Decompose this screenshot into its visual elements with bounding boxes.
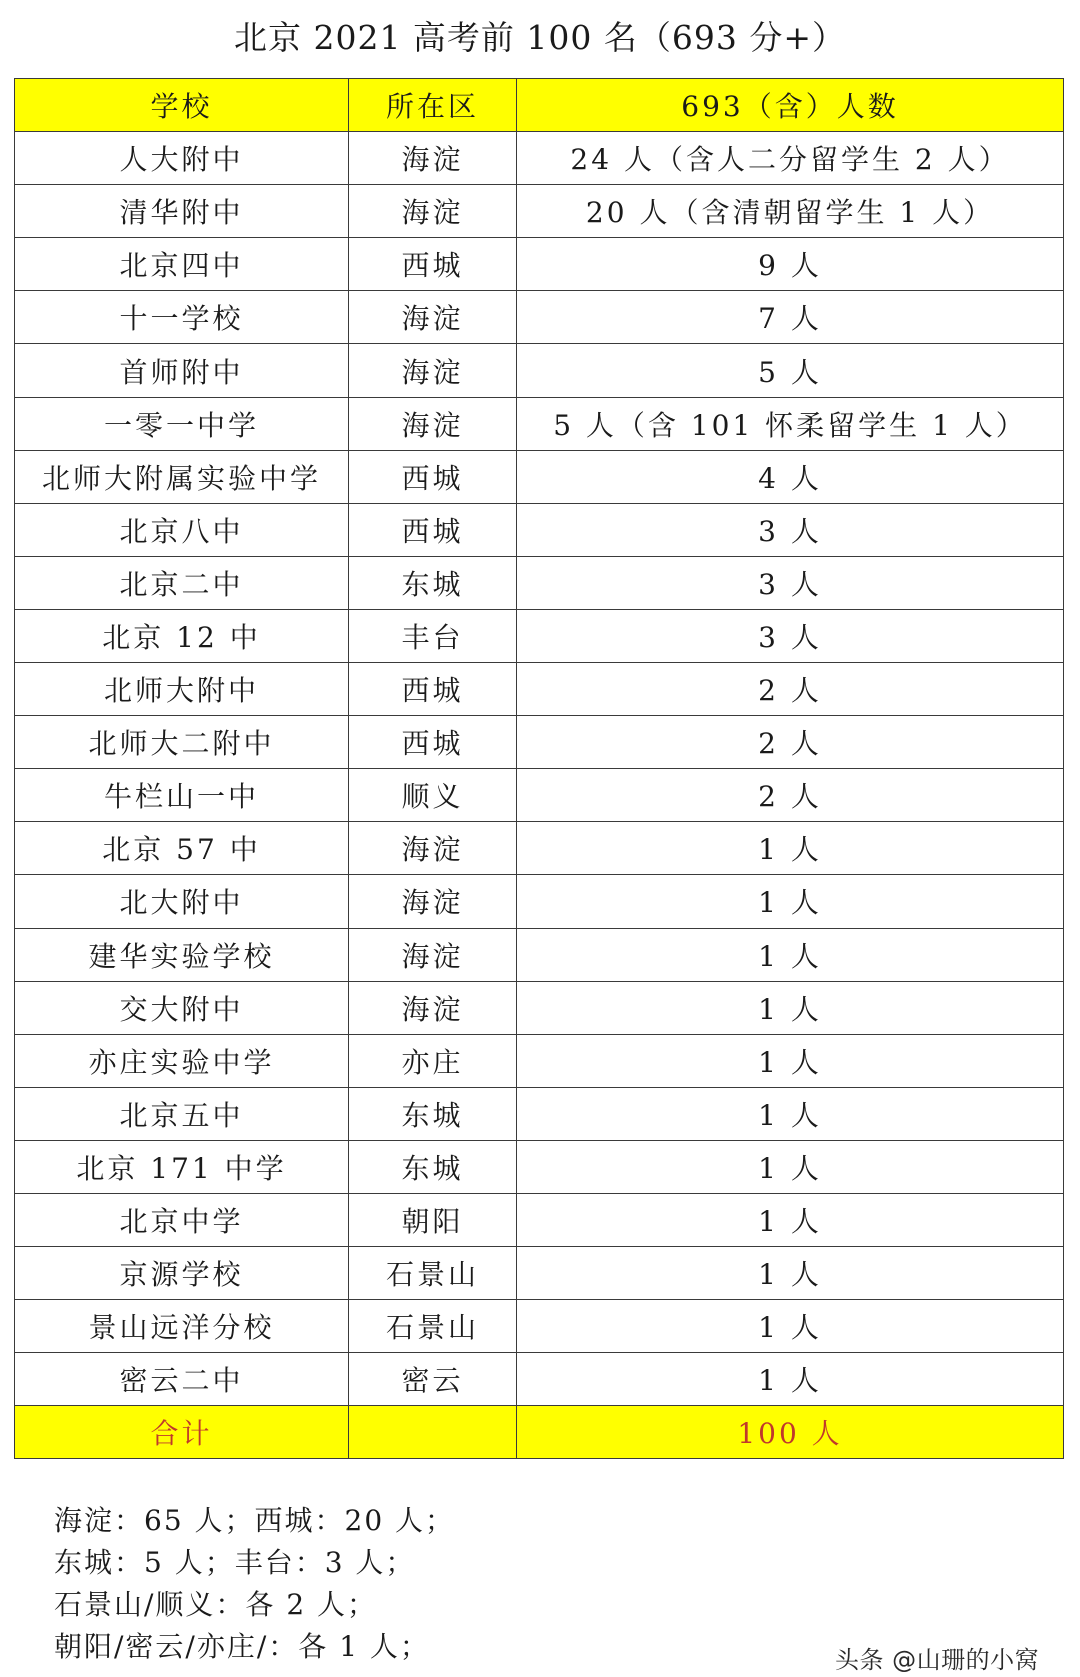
- watermark: 头条 @山珊的小窝: [835, 1646, 1040, 1674]
- summary-line: 海淀：65 人；西城：20 人；: [54, 1504, 456, 1537]
- table-row: [15, 769, 1064, 822]
- table-row: [15, 1034, 1064, 1087]
- school-cell: 密云二中: [15, 1353, 349, 1406]
- table-row: [15, 503, 1064, 556]
- district-cell: 密云: [349, 1353, 517, 1406]
- table-row: [15, 663, 1064, 716]
- district-cell: 东城: [349, 1087, 517, 1140]
- table-row: [15, 609, 1064, 662]
- table-row: [15, 450, 1064, 503]
- count-cell: 1 人: [517, 875, 1064, 928]
- district-cell: 东城: [349, 1140, 517, 1193]
- total-row: [15, 1406, 1064, 1459]
- count-cell: 20 人（含清朝留学生 1 人）: [517, 185, 1064, 238]
- school-cell: 北京 12 中: [15, 609, 349, 662]
- count-cell: 5 人（含 101 怀柔留学生 1 人）: [517, 397, 1064, 450]
- table-row: [15, 716, 1064, 769]
- ranking-table: [14, 78, 1064, 1459]
- school-cell: 北京五中: [15, 1087, 349, 1140]
- district-cell: 西城: [349, 450, 517, 503]
- count-cell: 3 人: [517, 503, 1064, 556]
- district-cell: 海淀: [349, 185, 517, 238]
- school-cell: 一零一中学: [15, 397, 349, 450]
- table-row: [15, 1087, 1064, 1140]
- count-cell: 1 人: [517, 1140, 1064, 1193]
- table-row: [15, 1247, 1064, 1300]
- table-row: [15, 1193, 1064, 1246]
- count-cell: 3 人: [517, 556, 1064, 609]
- count-cell: 2 人: [517, 663, 1064, 716]
- count-cell: 1 人: [517, 822, 1064, 875]
- school-cell: 清华附中: [15, 185, 349, 238]
- school-cell: 交大附中: [15, 981, 349, 1034]
- school-cell: 北京 57 中: [15, 822, 349, 875]
- total-label: 合计: [15, 1406, 349, 1459]
- summary-line: 石景山/顺义：各 2 人；: [54, 1588, 378, 1621]
- count-cell: 1 人: [517, 1300, 1064, 1353]
- district-cell: 朝阳: [349, 1193, 517, 1246]
- table-row: [15, 397, 1064, 450]
- count-cell: 3 人: [517, 609, 1064, 662]
- district-cell: 丰台: [349, 609, 517, 662]
- district-cell: 亦庄: [349, 1034, 517, 1087]
- district-cell: 西城: [349, 238, 517, 291]
- table-row: [15, 1300, 1064, 1353]
- count-cell: 9 人: [517, 238, 1064, 291]
- count-cell: 4 人: [517, 450, 1064, 503]
- school-cell: 首师附中: [15, 344, 349, 397]
- table-row: [15, 291, 1064, 344]
- table-row: [15, 132, 1064, 185]
- school-cell: 北京 171 中学: [15, 1140, 349, 1193]
- school-cell: 亦庄实验中学: [15, 1034, 349, 1087]
- count-cell: 1 人: [517, 928, 1064, 981]
- header-district: 所在区: [349, 79, 517, 132]
- count-cell: 1 人: [517, 1034, 1064, 1087]
- table-row: [15, 238, 1064, 291]
- school-cell: 北师大附属实验中学: [15, 450, 349, 503]
- school-cell: 北京二中: [15, 556, 349, 609]
- school-cell: 京源学校: [15, 1247, 349, 1300]
- district-summary: [54, 1500, 455, 1668]
- district-cell: 东城: [349, 556, 517, 609]
- school-cell: 北师大二附中: [15, 716, 349, 769]
- school-cell: 十一学校: [15, 291, 349, 344]
- district-cell: 海淀: [349, 344, 517, 397]
- table-body: [15, 132, 1064, 1406]
- district-cell: 海淀: [349, 397, 517, 450]
- header-school: 学校: [15, 79, 349, 132]
- header-count: 693（含）人数: [517, 79, 1064, 132]
- table-row: [15, 185, 1064, 238]
- table-row: [15, 822, 1064, 875]
- school-cell: 景山远洋分校: [15, 1300, 349, 1353]
- school-cell: 牛栏山一中: [15, 769, 349, 822]
- school-cell: 建华实验学校: [15, 928, 349, 981]
- table-row: [15, 1353, 1064, 1406]
- table-row: [15, 556, 1064, 609]
- district-cell: 西城: [349, 716, 517, 769]
- count-cell: 1 人: [517, 1353, 1064, 1406]
- table-row: [15, 344, 1064, 397]
- school-cell: 人大附中: [15, 132, 349, 185]
- summary-line: 朝阳/密云/亦庄/：各 1 人；: [54, 1630, 430, 1663]
- district-cell: 海淀: [349, 875, 517, 928]
- school-cell: 北京四中: [15, 238, 349, 291]
- school-cell: 北师大附中: [15, 663, 349, 716]
- count-cell: 7 人: [517, 291, 1064, 344]
- district-cell: 石景山: [349, 1300, 517, 1353]
- table-row: [15, 981, 1064, 1034]
- page-title: 北京 2021 高考前 100 名（693 分+）: [233, 18, 847, 57]
- count-cell: 1 人: [517, 1247, 1064, 1300]
- district-cell: 海淀: [349, 291, 517, 344]
- school-cell: 北京八中: [15, 503, 349, 556]
- district-cell: 西城: [349, 663, 517, 716]
- table-header-row: [15, 79, 1064, 132]
- district-cell: 顺义: [349, 769, 517, 822]
- school-cell: 北大附中: [15, 875, 349, 928]
- district-cell: 石景山: [349, 1247, 517, 1300]
- count-cell: 1 人: [517, 981, 1064, 1034]
- district-cell: 海淀: [349, 822, 517, 875]
- summary-line: 东城：5 人；丰台：3 人；: [54, 1546, 416, 1579]
- district-cell: 海淀: [349, 132, 517, 185]
- district-cell: 西城: [349, 503, 517, 556]
- total-district: [349, 1406, 517, 1459]
- district-cell: 海淀: [349, 981, 517, 1034]
- count-cell: 1 人: [517, 1193, 1064, 1246]
- count-cell: 2 人: [517, 716, 1064, 769]
- table-row: [15, 875, 1064, 928]
- table-row: [15, 1140, 1064, 1193]
- school-cell: 北京中学: [15, 1193, 349, 1246]
- count-cell: 2 人: [517, 769, 1064, 822]
- count-cell: 1 人: [517, 1087, 1064, 1140]
- table-row: [15, 928, 1064, 981]
- total-count: 100 人: [517, 1406, 1064, 1459]
- count-cell: 5 人: [517, 344, 1064, 397]
- district-cell: 海淀: [349, 928, 517, 981]
- count-cell: 24 人（含人二分留学生 2 人）: [517, 132, 1064, 185]
